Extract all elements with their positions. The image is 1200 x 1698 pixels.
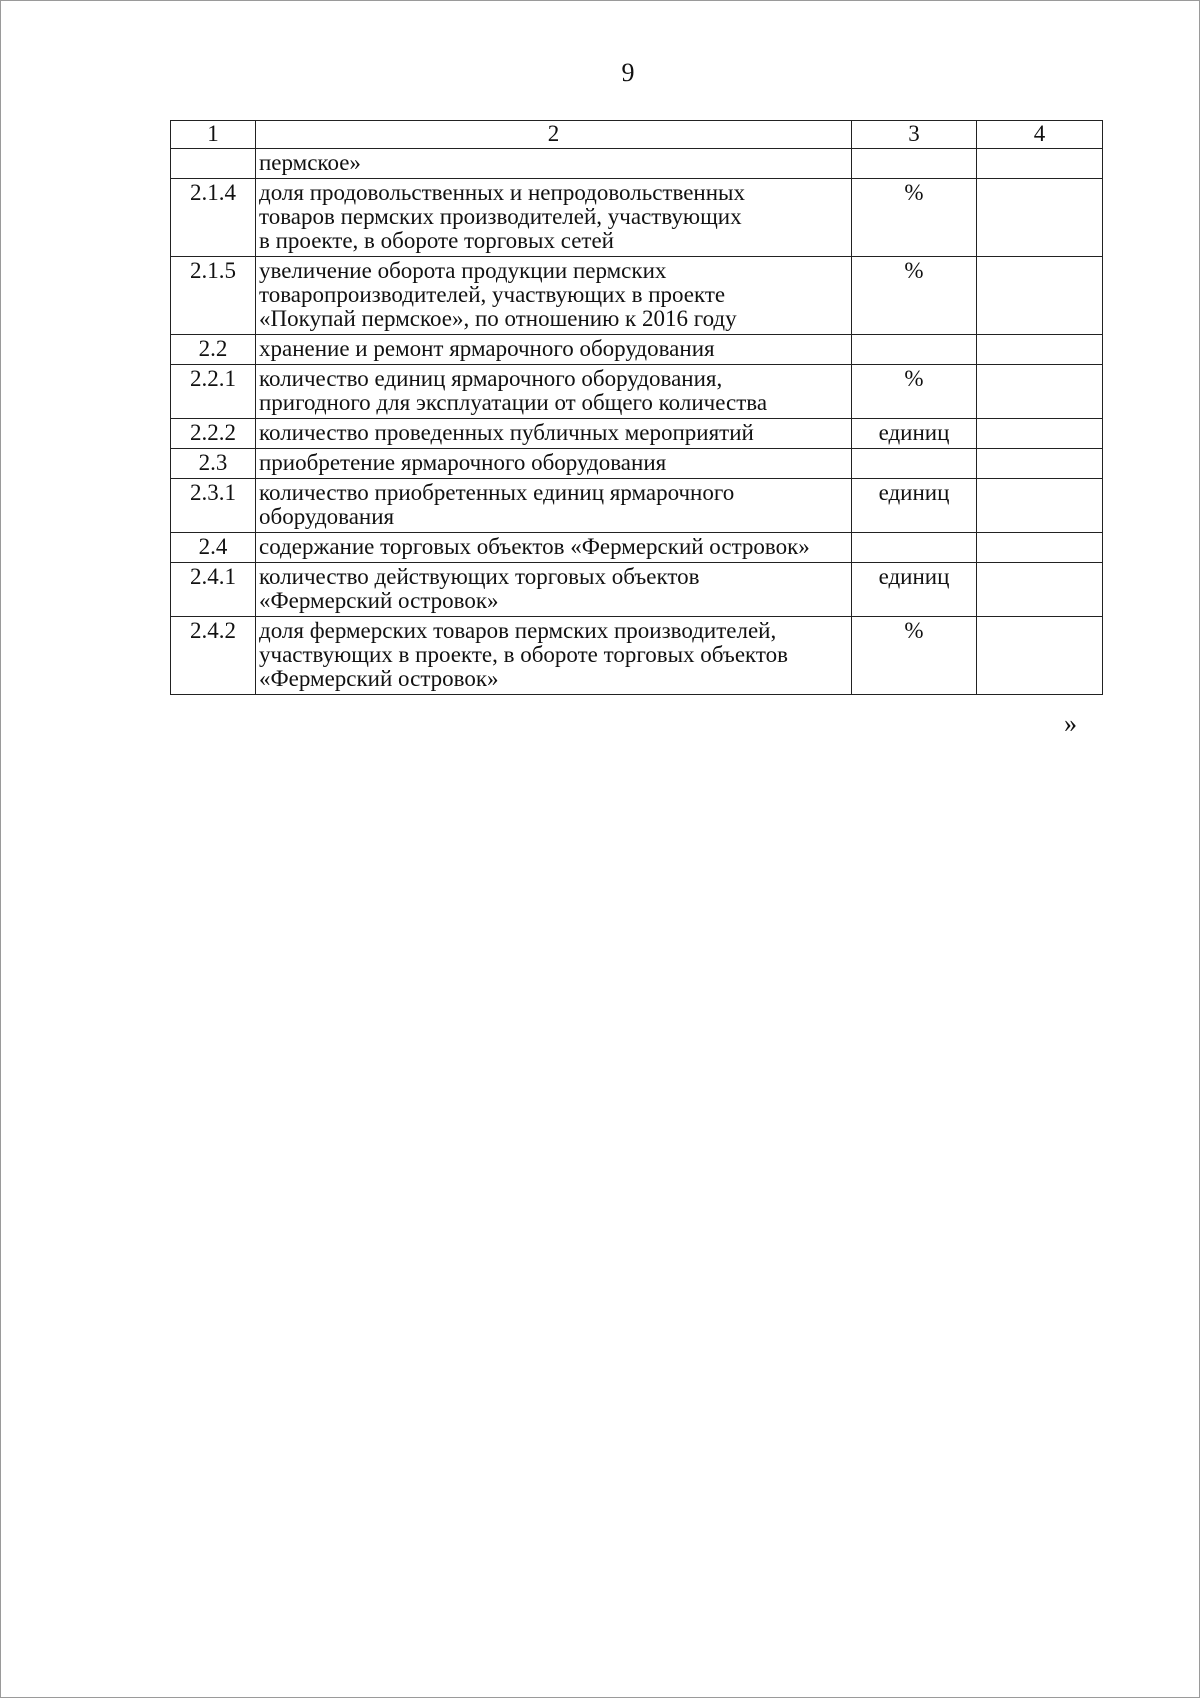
row-number-cell: 2.3	[171, 449, 256, 479]
value-cell	[977, 563, 1103, 617]
unit-cell: %	[852, 365, 977, 419]
unit-cell: единиц	[852, 419, 977, 449]
row-number-cell: 2.2.1	[171, 365, 256, 419]
unit-cell: единиц	[852, 563, 977, 617]
closing-quote-mark: »	[1064, 709, 1077, 738]
unit-cell: единиц	[852, 479, 977, 533]
table-row	[171, 179, 1103, 257]
value-cell	[977, 257, 1103, 335]
table-row	[171, 335, 1103, 365]
value-cell	[977, 419, 1103, 449]
indicator-name-cell: хранение и ремонт ярмарочного оборудования	[256, 335, 852, 365]
row-number-cell: 2.1.4	[171, 179, 256, 257]
unit-cell: %	[852, 179, 977, 257]
indicators-table	[170, 120, 1103, 695]
indicator-name-cell: количество единиц ярмарочного оборудования, пригодного для эксплуатации от общего количества	[256, 365, 852, 419]
row-number-cell: 2.4.1	[171, 563, 256, 617]
indicator-name-cell: приобретение ярмарочного оборудования	[256, 449, 852, 479]
table-row	[171, 365, 1103, 419]
indicator-name-cell: доля фермерских товаров пермских производителей, участвующих в проекте, в обороте торговых объектов «Фермерский островок»	[256, 617, 852, 695]
table-row	[171, 149, 1103, 179]
row-number-cell: 2.1.5	[171, 257, 256, 335]
table-row	[171, 449, 1103, 479]
column-header-4: 4	[977, 121, 1103, 149]
row-number-cell: 2.4.2	[171, 617, 256, 695]
value-cell	[977, 479, 1103, 533]
table-row	[171, 257, 1103, 335]
row-number-cell: 2.4	[171, 533, 256, 563]
column-header-3: 3	[852, 121, 977, 149]
table-header-row	[171, 121, 1103, 149]
value-cell	[977, 365, 1103, 419]
column-header-1: 1	[171, 121, 256, 149]
table-row	[171, 479, 1103, 533]
table-row	[171, 617, 1103, 695]
row-number-cell: 2.2.2	[171, 419, 256, 449]
indicator-name-cell: количество проведенных публичных мероприятий	[256, 419, 852, 449]
unit-cell: %	[852, 257, 977, 335]
indicator-name-cell: количество действующих торговых объектов «Фермерский островок»	[256, 563, 852, 617]
table-row	[171, 533, 1103, 563]
indicator-name-cell: количество приобретенных единиц ярмарочного оборудования	[256, 479, 852, 533]
unit-cell	[852, 335, 977, 365]
page-number: 9	[621, 58, 635, 87]
value-cell	[977, 335, 1103, 365]
unit-cell	[852, 449, 977, 479]
value-cell	[977, 449, 1103, 479]
value-cell	[977, 617, 1103, 695]
indicator-name-cell: доля продовольственных и непродовольственных товаров пермских производителей, участвующих в проекте, в обороте торговых сетей	[256, 179, 852, 257]
value-cell	[977, 179, 1103, 257]
table-row	[171, 419, 1103, 449]
row-number-cell: 2.2	[171, 335, 256, 365]
column-header-2: 2	[256, 121, 852, 149]
indicator-name-cell: пермское»	[256, 149, 852, 179]
indicator-name-cell: увеличение оборота продукции пермских товаропроизводителей, участвующих в проекте «Покупай пермское», по отношению к 2016 году	[256, 257, 852, 335]
table-row	[171, 563, 1103, 617]
unit-cell	[852, 533, 977, 563]
row-number-cell: 2.3.1	[171, 479, 256, 533]
table-body	[171, 149, 1103, 695]
unit-cell	[852, 149, 977, 179]
value-cell	[977, 149, 1103, 179]
row-number-cell	[171, 149, 256, 179]
unit-cell: %	[852, 617, 977, 695]
indicator-name-cell: содержание торговых объектов «Фермерский островок»	[256, 533, 852, 563]
value-cell	[977, 533, 1103, 563]
